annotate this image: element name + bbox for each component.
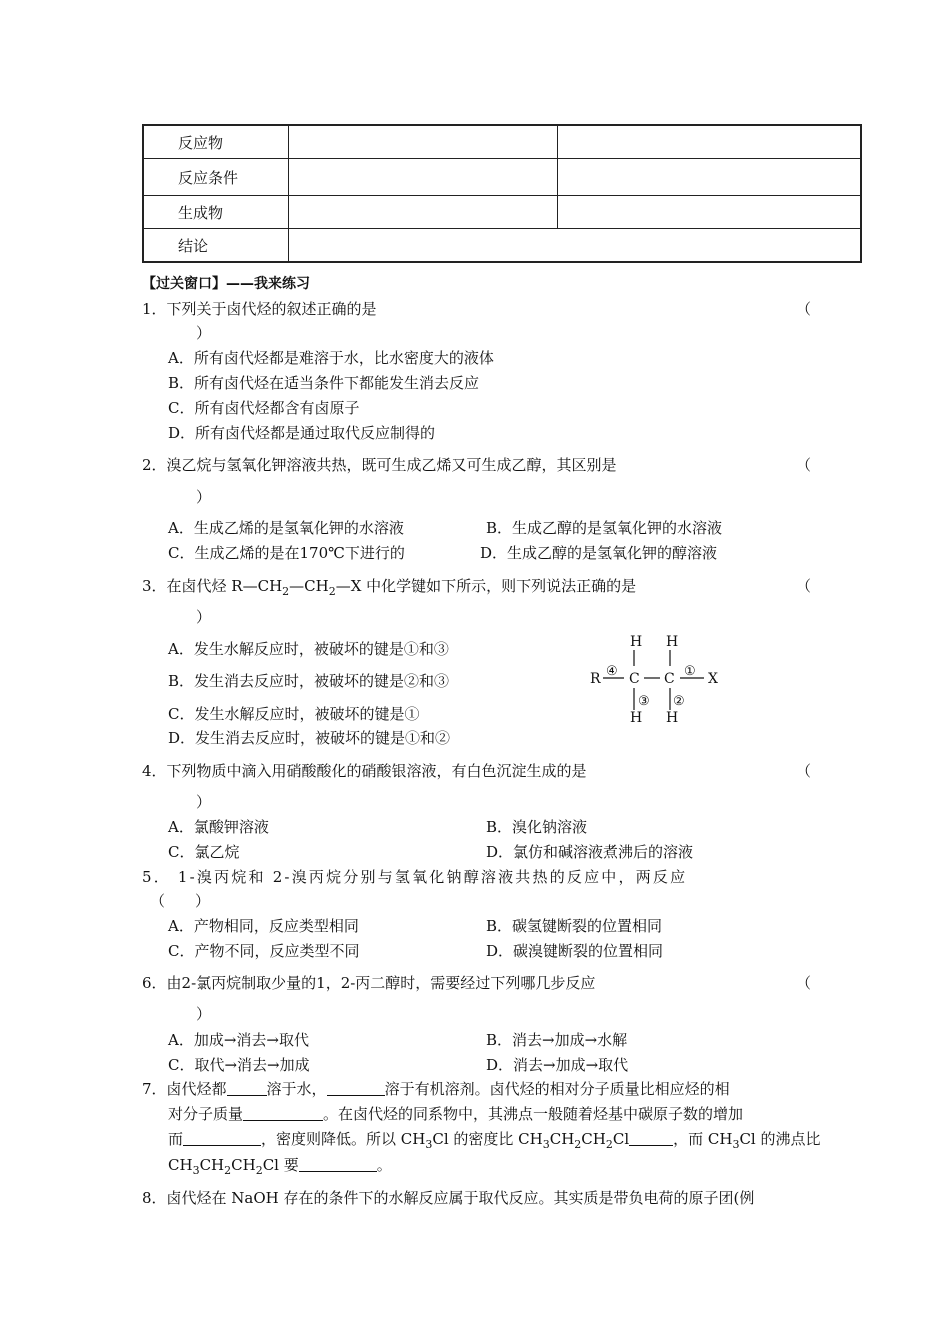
- text-part: 。在卤代烃的同系物中，其沸点一般随着烃基中碳原子数的增加: [323, 1105, 744, 1123]
- bond-3-label: ③: [638, 694, 650, 709]
- row-label: 反应条件: [143, 159, 288, 196]
- option-b: B．碳氢键断裂的位置相同: [486, 917, 663, 935]
- bond-2-label: ②: [673, 694, 685, 709]
- option-c: C．所有卤代烃都含有卤原子: [168, 399, 360, 417]
- subscript: 2: [328, 585, 336, 598]
- question-7-line-1: [142, 1078, 730, 1099]
- stem-part: —CH: [289, 577, 329, 595]
- answer-paren-open: （: [796, 577, 812, 595]
- text-part: 。: [376, 1156, 392, 1174]
- question-8-stem: 8．卤代烃在 NaOH 存在的条件下的水解反应属于取代反应。其实质是带负电荷的原子团(例: [142, 1189, 755, 1207]
- stem-part: —X 中化学键如下所示，则下列说法正确的是: [335, 577, 637, 595]
- table-row: [143, 125, 861, 159]
- fill-blank: [227, 1080, 267, 1096]
- subscript: 2: [255, 1164, 263, 1177]
- answer-paren-open: （: [796, 762, 812, 780]
- section-title: 【过关窗口】——我来练习: [142, 276, 310, 292]
- text-part: 溶于水，: [266, 1080, 327, 1098]
- subscript: 2: [574, 1138, 582, 1151]
- table-cell: [288, 229, 861, 263]
- option-c: C．产物不同，反应类型不同: [168, 942, 360, 960]
- question-7-line-4: [168, 1154, 392, 1177]
- answer-paren-open: （: [796, 974, 812, 992]
- bond-4-label: ④: [606, 664, 618, 679]
- question-7-line-3: [168, 1128, 821, 1151]
- table-row: [143, 159, 861, 196]
- text-part: 7．卤代烃都: [142, 1080, 227, 1098]
- text-part: 对分子质量: [168, 1105, 244, 1123]
- table-cell: [288, 159, 557, 196]
- fill-blank: [183, 1130, 261, 1146]
- table-row: [143, 196, 861, 229]
- option-b: B．发生消去反应时，被破坏的键是②和③: [168, 672, 450, 690]
- halogen-label: X: [708, 671, 718, 687]
- row-label: 生成物: [143, 196, 288, 229]
- fill-blank: [243, 1105, 323, 1121]
- option-a: A．加成→消去→取代: [168, 1031, 309, 1049]
- hydrogen-label: H: [630, 710, 643, 725]
- option-c: C．生成乙烯的是在170℃下进行的: [168, 544, 405, 562]
- answer-paren-close: ）: [196, 793, 212, 811]
- option-b: B．所有卤代烃在适当条件下都能发生消去反应: [168, 374, 480, 392]
- text-part: CH: [231, 1156, 256, 1174]
- text-part: 溶于有机溶剂。卤代烃的相对分子质量比相应烃的相: [384, 1080, 730, 1098]
- fill-blank: [327, 1080, 385, 1096]
- answer-paren: （ ）: [150, 892, 211, 910]
- r-group-label: R: [590, 671, 601, 687]
- option-d: D．碳溴键断裂的位置相同: [486, 942, 664, 960]
- question-7-line-2: [168, 1103, 743, 1124]
- question-4-stem: 4．下列物质中滴入用硝酸酸化的硝酸银溶液，有白色沉淀生成的是: [142, 762, 587, 780]
- option-a: A．发生水解反应时，被破坏的键是①和③: [168, 640, 449, 658]
- text-part: Cl 的密度比 CH: [432, 1130, 543, 1148]
- question-6-stem: 6．由2-氯丙烷制取少量的1，2-丙二醇时，需要经过下列哪几步反应: [142, 974, 596, 992]
- hydrogen-label: H: [666, 710, 679, 725]
- option-a: A．所有卤代烃都是难溶于水，比水密度大的液体: [168, 349, 494, 367]
- reaction-table: [142, 124, 862, 263]
- subscript: 2: [282, 585, 290, 598]
- option-d: D．所有卤代烃都是通过取代反应制得的: [168, 424, 436, 442]
- table-cell: [557, 125, 861, 159]
- subscript: 3: [425, 1138, 433, 1151]
- carbon-label: C: [664, 671, 675, 687]
- question-1-stem: 1．下列关于卤代烃的叙述正确的是: [142, 300, 377, 318]
- text-part: CH: [549, 1130, 575, 1148]
- subscript: 2: [605, 1138, 613, 1151]
- text-part: 而: [168, 1130, 184, 1148]
- answer-paren-close: ）: [196, 608, 212, 626]
- answer-paren-open: （: [796, 300, 812, 318]
- answer-paren-close: ）: [196, 324, 212, 342]
- option-a: A．生成乙烯的是氢氧化钾的水溶液: [168, 519, 404, 537]
- answer-paren-close: ）: [196, 1005, 212, 1023]
- subscript: 3: [542, 1138, 550, 1151]
- option-d: D．发生消去反应时，被破坏的键是①和②: [168, 729, 451, 747]
- subscript: 3: [192, 1164, 200, 1177]
- table-cell: [288, 125, 557, 159]
- text-part: ，而 CH: [673, 1130, 733, 1148]
- stem-part: 3．在卤代烃 R—CH: [142, 577, 283, 595]
- question-5-stem: 5． 1-溴丙烷和 2-溴丙烷分别与氢氧化钠醇溶液共热的反应中，两反应: [142, 868, 688, 886]
- text-part: ，密度则降低。所以 CH: [261, 1130, 426, 1148]
- option-b: B．消去→加成→水解: [486, 1031, 628, 1049]
- option-b: B．生成乙醇的是氢氧化钾的水溶液: [486, 519, 723, 537]
- option-a: A．氯酸钾溶液: [168, 818, 269, 836]
- bond-1-label: ①: [684, 664, 696, 679]
- carbon-label: C: [629, 671, 640, 687]
- option-c: C．氯乙烷: [168, 843, 240, 861]
- subscript: 3: [732, 1138, 740, 1151]
- option-c: C．取代→消去→加成: [168, 1056, 310, 1074]
- text-part: Cl 的沸点比: [739, 1130, 821, 1148]
- table-cell: [557, 196, 861, 229]
- table-row: [143, 229, 861, 263]
- row-label: 结论: [143, 229, 288, 263]
- option-d: D．生成乙醇的是氢氧化钾的醇溶液: [480, 544, 718, 562]
- text-part: CH: [168, 1156, 193, 1174]
- question-3-stem: [142, 575, 636, 598]
- text-part: CH: [581, 1130, 606, 1148]
- hydrogen-label: H: [666, 634, 679, 650]
- fill-blank: [299, 1156, 377, 1172]
- fill-blank: [629, 1130, 673, 1146]
- question-2-stem: 2．溴乙烷与氢氧化钾溶液共热，既可生成乙烯又可生成乙醇，其区别是: [142, 456, 617, 474]
- option-d: D．消去→加成→取代: [486, 1056, 629, 1074]
- option-a: A．产物相同，反应类型相同: [168, 917, 359, 935]
- option-c: C．发生水解反应时，被破坏的键是①: [168, 705, 420, 723]
- text-part: CH: [199, 1156, 225, 1174]
- text-part: Cl: [612, 1130, 630, 1148]
- text-part: Cl 要: [262, 1156, 299, 1174]
- table-cell: [288, 196, 557, 229]
- option-b: B．溴化钠溶液: [486, 818, 588, 836]
- row-label: 反应物: [143, 125, 288, 159]
- answer-paren-close: ）: [196, 488, 212, 506]
- hydrogen-label: H: [630, 634, 643, 650]
- answer-paren-open: （: [796, 456, 812, 474]
- bond-structure-diagram: [580, 630, 730, 725]
- subscript: 2: [224, 1164, 232, 1177]
- option-d: D．氯仿和碱溶液煮沸后的溶液: [486, 843, 694, 861]
- table-cell: [557, 159, 861, 196]
